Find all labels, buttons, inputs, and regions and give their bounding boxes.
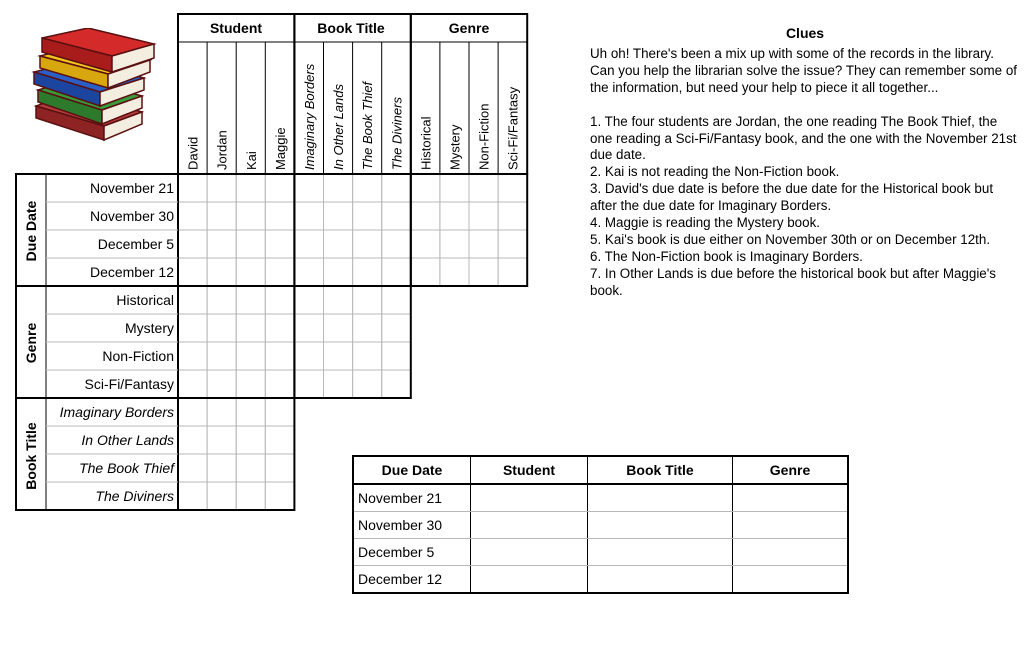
clue-item: 2. Kai is not reading the Non-Fiction book. xyxy=(590,164,840,180)
grid-column-label: Maggie xyxy=(272,127,288,170)
grid-cell[interactable] xyxy=(382,230,411,258)
grid-cell[interactable] xyxy=(236,482,265,510)
clues-panel xyxy=(590,25,1020,300)
grid-cell[interactable] xyxy=(236,258,265,286)
grid-cell[interactable] xyxy=(265,202,294,230)
grid-column-label: Mystery xyxy=(447,124,463,170)
answer-student-cell[interactable] xyxy=(471,539,588,566)
grid-cell[interactable] xyxy=(382,314,411,342)
grid-cell[interactable] xyxy=(178,258,207,286)
clue-item: 7. In Other Lands is due before the historical book but after Maggie's book. xyxy=(590,265,997,298)
grid-cell[interactable] xyxy=(294,258,323,286)
grid-cell[interactable] xyxy=(207,482,236,510)
grid-cell[interactable] xyxy=(382,202,411,230)
grid-cell[interactable] xyxy=(440,174,469,202)
grid-row-label: November 30 xyxy=(89,208,174,224)
grid-cell[interactable] xyxy=(265,342,294,370)
grid-cell[interactable] xyxy=(178,454,207,482)
grid-cell[interactable] xyxy=(236,174,265,202)
answer-due-date: December 12 xyxy=(353,566,471,594)
grid-row-label: Sci-Fi/Fantasy xyxy=(84,376,174,392)
grid-cell[interactable] xyxy=(178,342,207,370)
answer-header-student: Student xyxy=(471,456,588,484)
grid-cell[interactable] xyxy=(236,342,265,370)
grid-cell[interactable] xyxy=(207,174,236,202)
grid-header-student: Student xyxy=(209,20,263,36)
grid-side-due-date: Due Date xyxy=(23,200,39,262)
grid-cell[interactable] xyxy=(207,342,236,370)
answer-row xyxy=(353,512,848,539)
clue-item: 5. Kai's book is due either on November 30th or on December 12th. xyxy=(590,231,991,247)
grid-cell[interactable] xyxy=(236,398,265,426)
grid-column-label: In Other Lands xyxy=(331,84,347,170)
grid-cell[interactable] xyxy=(353,230,382,258)
grid-cell[interactable] xyxy=(236,454,265,482)
grid-cell[interactable] xyxy=(498,174,527,202)
grid-cell[interactable] xyxy=(469,230,498,258)
clue-item: 3. David's due date is before the due date for the Historical book but after the due date for Imaginary Borders. xyxy=(590,181,994,214)
grid-cell[interactable] xyxy=(498,258,527,286)
grid-cell[interactable] xyxy=(469,202,498,230)
grid-cell[interactable] xyxy=(265,174,294,202)
grid-cell[interactable] xyxy=(498,230,527,258)
grid-cell[interactable] xyxy=(236,314,265,342)
grid-cell[interactable] xyxy=(382,174,411,202)
grid-cell[interactable] xyxy=(178,426,207,454)
grid-cell[interactable] xyxy=(207,370,236,398)
grid-cell[interactable] xyxy=(411,174,440,202)
grid-cell[interactable] xyxy=(440,258,469,286)
grid-cell[interactable] xyxy=(265,230,294,258)
grid-cell[interactable] xyxy=(294,286,323,314)
grid-side-genre: Genre xyxy=(23,322,39,364)
grid-cell[interactable] xyxy=(324,342,353,370)
grid-cell[interactable] xyxy=(324,202,353,230)
grid-cell[interactable] xyxy=(411,230,440,258)
answer-due-date: December 5 xyxy=(353,539,471,566)
grid-cell[interactable] xyxy=(178,202,207,230)
grid-cell[interactable] xyxy=(324,258,353,286)
grid-cell[interactable] xyxy=(265,258,294,286)
grid-cell[interactable] xyxy=(324,370,353,398)
grid-cell[interactable] xyxy=(236,202,265,230)
grid-cell[interactable] xyxy=(353,370,382,398)
grid-cell[interactable] xyxy=(324,174,353,202)
grid-column-label: The Book Thief xyxy=(360,81,376,170)
grid-cell[interactable] xyxy=(294,342,323,370)
grid-cell[interactable] xyxy=(265,482,294,510)
grid-cell[interactable] xyxy=(207,286,236,314)
answer-header-genre: Genre xyxy=(733,456,849,484)
grid-row-label: December 5 xyxy=(97,236,174,252)
grid-cell[interactable] xyxy=(236,426,265,454)
grid-cell[interactable] xyxy=(236,230,265,258)
grid-cell[interactable] xyxy=(178,314,207,342)
grid-cell[interactable] xyxy=(353,342,382,370)
grid-row-label: Mystery xyxy=(125,320,174,336)
grid-column-label: Kai xyxy=(243,151,259,170)
grid-cell[interactable] xyxy=(353,174,382,202)
answer-row xyxy=(353,539,848,566)
clues-intro: Uh oh! There's been a mix up with some of the records in the library. Can you help the librarian solve the issue? They can remember some of the information, but need your help to piece it all together... xyxy=(590,45,1017,95)
grid-row-label: November 21 xyxy=(89,180,174,196)
grid-cell[interactable] xyxy=(294,202,323,230)
answer-genre-cell[interactable] xyxy=(733,512,849,539)
grid-cell[interactable] xyxy=(469,258,498,286)
grid-cell[interactable] xyxy=(382,342,411,370)
answer-genre-cell[interactable] xyxy=(733,539,849,566)
answer-student-cell[interactable] xyxy=(471,484,588,512)
answer-due-date: November 30 xyxy=(353,512,471,539)
grid-cell[interactable] xyxy=(294,230,323,258)
grid-cell[interactable] xyxy=(382,286,411,314)
grid-cell[interactable] xyxy=(178,398,207,426)
grid-cell[interactable] xyxy=(294,370,323,398)
answer-student-cell[interactable] xyxy=(471,566,588,594)
clue-list xyxy=(590,114,1020,300)
grid-cell[interactable] xyxy=(265,398,294,426)
grid-cell[interactable] xyxy=(178,482,207,510)
grid-side-book-title: Book Title xyxy=(23,422,39,490)
grid-cell[interactable] xyxy=(178,174,207,202)
grid-column-label: Imaginary Borders xyxy=(301,63,317,170)
grid-cell[interactable] xyxy=(353,258,382,286)
answer-genre-cell[interactable] xyxy=(733,566,849,594)
grid-cell[interactable] xyxy=(324,286,353,314)
grid-cell[interactable] xyxy=(353,286,382,314)
grid-cell[interactable] xyxy=(294,314,323,342)
grid-cell[interactable] xyxy=(207,258,236,286)
grid-cell[interactable] xyxy=(411,258,440,286)
grid-header-genre: Genre xyxy=(448,20,490,36)
grid-row-label: Non-Fiction xyxy=(102,348,174,364)
clue-item: 6. The Non-Fiction book is Imaginary Borders. xyxy=(590,248,863,264)
grid-cell[interactable] xyxy=(498,202,527,230)
grid-column-label: Non-Fiction xyxy=(476,103,492,170)
answer-header-book-title: Book Title xyxy=(588,456,733,484)
grid-cell[interactable] xyxy=(178,230,207,258)
grid-cell[interactable] xyxy=(207,314,236,342)
clue-item: 4. Maggie is reading the Mystery book. xyxy=(590,215,820,231)
answer-genre-cell[interactable] xyxy=(733,484,849,512)
grid-cell[interactable] xyxy=(207,230,236,258)
grid-row-label: The Diviners xyxy=(95,488,174,504)
answer-book-title-cell[interactable] xyxy=(588,566,733,594)
grid-cell[interactable] xyxy=(324,230,353,258)
answer-row xyxy=(353,484,848,512)
grid-cell[interactable] xyxy=(236,286,265,314)
grid-row-label: Historical xyxy=(116,292,174,308)
grid-row-label: December 12 xyxy=(89,264,174,280)
grid-cell[interactable] xyxy=(294,174,323,202)
grid-cell[interactable] xyxy=(207,398,236,426)
grid-cell[interactable] xyxy=(265,286,294,314)
grid-column-label: Sci-Fi/Fantasy xyxy=(505,86,521,170)
grid-cell[interactable] xyxy=(382,370,411,398)
grid-cell[interactable] xyxy=(178,370,207,398)
grid-column-label: Jordan xyxy=(214,130,230,170)
answer-header-due-date: Due Date xyxy=(353,456,471,484)
grid-cell[interactable] xyxy=(411,202,440,230)
grid-cell[interactable] xyxy=(265,426,294,454)
clues-title: Clues xyxy=(785,25,825,41)
grid-row-label: In Other Lands xyxy=(81,432,174,448)
grid-row-label: Imaginary Borders xyxy=(59,404,174,420)
grid-column-label: David xyxy=(185,136,201,170)
answer-book-title-cell[interactable] xyxy=(588,539,733,566)
grid-column-label: The Diviners xyxy=(389,97,405,170)
grid-row-label: The Book Thief xyxy=(79,460,174,476)
answer-book-title-cell[interactable] xyxy=(588,484,733,512)
answer-student-cell[interactable] xyxy=(471,512,588,539)
answer-row xyxy=(353,566,848,594)
grid-cell[interactable] xyxy=(324,314,353,342)
clue-item: 1. The four students are Jordan, the one reading The Book Thief, the one reading a Sci-Fi/Fantasy book, and the one with the November 21st due date. xyxy=(590,113,1017,163)
grid-cell[interactable] xyxy=(353,202,382,230)
grid-cell[interactable] xyxy=(265,454,294,482)
grid-cell[interactable] xyxy=(353,314,382,342)
grid-cell[interactable] xyxy=(236,370,265,398)
grid-cell[interactable] xyxy=(440,230,469,258)
answer-due-date: November 21 xyxy=(353,484,471,512)
grid-column-label: Historical xyxy=(418,116,434,170)
grid-cell[interactable] xyxy=(178,286,207,314)
grid-cell[interactable] xyxy=(265,314,294,342)
answer-table xyxy=(352,455,849,594)
grid-cell[interactable] xyxy=(440,202,469,230)
grid-cell[interactable] xyxy=(207,426,236,454)
grid-cell[interactable] xyxy=(382,258,411,286)
grid-cell[interactable] xyxy=(207,202,236,230)
answer-book-title-cell[interactable] xyxy=(588,512,733,539)
grid-cell[interactable] xyxy=(265,370,294,398)
grid-header-book-title: Book Title xyxy=(317,20,385,36)
grid-cell[interactable] xyxy=(469,174,498,202)
grid-cell[interactable] xyxy=(207,454,236,482)
